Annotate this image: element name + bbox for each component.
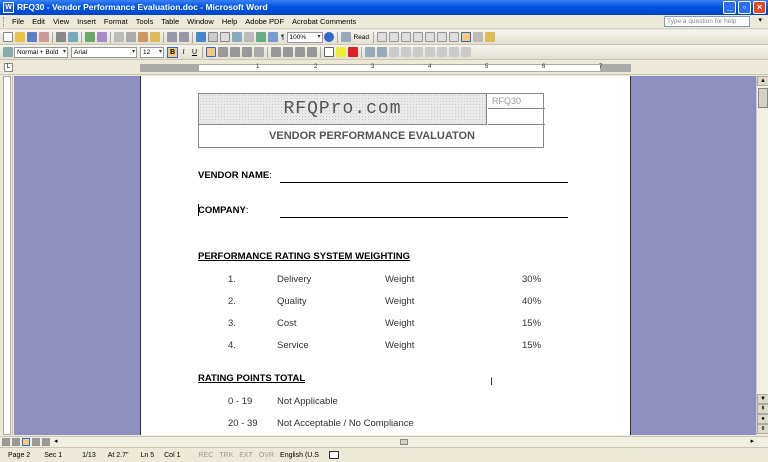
menu-adobe-pdf[interactable]: Adobe PDF [245, 16, 285, 26]
reset-fields-icon[interactable] [461, 32, 471, 42]
align-right-icon[interactable] [230, 47, 240, 57]
reading-layout-icon[interactable] [42, 438, 50, 446]
reviewing-pane-icon[interactable] [449, 47, 459, 57]
company-label: COMPANY: [198, 205, 249, 216]
menu-file[interactable]: File [12, 16, 25, 26]
scroll-up-button[interactable]: ▲ [757, 76, 768, 86]
menu-grip[interactable] [3, 17, 6, 27]
ruler-left-margin [141, 65, 199, 71]
menu-table[interactable]: Table [161, 16, 180, 26]
document-map-icon[interactable] [268, 32, 278, 42]
font-color-icon[interactable] [348, 47, 358, 57]
company-line[interactable] [280, 217, 568, 218]
toolbar-separator [361, 47, 362, 58]
vertical-ruler-strip [3, 76, 11, 435]
checkbox-field-icon[interactable] [389, 32, 399, 42]
minimize-button[interactable]: _ [723, 1, 736, 14]
align-center-icon[interactable] [218, 47, 228, 57]
field-shading-icon[interactable] [449, 32, 459, 42]
font-size-select[interactable]: 12 ▾ [140, 47, 164, 58]
protect-form-icon[interactable] [485, 32, 495, 42]
tab-selector[interactable]: L [4, 63, 13, 72]
points-range: 20 - 39 [228, 418, 258, 429]
reject-change-icon[interactable] [425, 47, 435, 57]
ruler-number: 6 [542, 64, 546, 70]
weighting-number: 2. [228, 296, 236, 307]
header-logo: RFQPro.com [199, 94, 487, 125]
horizontal-scroll-thumb[interactable] [400, 439, 408, 445]
decrease-indent-icon[interactable] [295, 47, 305, 57]
cut-icon[interactable] [114, 32, 124, 42]
accept-change-icon[interactable] [413, 47, 423, 57]
status-bar [0, 447, 768, 462]
points-description: Not Acceptable / No Compliance [277, 418, 414, 429]
insert-frame-icon[interactable] [437, 32, 447, 42]
standard-toolbar [0, 30, 768, 45]
scroll-left-button[interactable]: ◂ [54, 438, 58, 445]
scroll-down-button[interactable]: ▼ [757, 394, 768, 404]
weighting-percent: 15% [522, 340, 542, 351]
close-button[interactable]: × [753, 1, 766, 14]
undo-icon[interactable] [167, 32, 177, 42]
points-description: Not Applicable [277, 396, 338, 407]
line-spacing-icon[interactable] [254, 47, 264, 57]
weighting-category: Delivery [277, 274, 312, 285]
drawing-icon[interactable] [256, 32, 266, 42]
mouse-ibeam-cursor: I [490, 376, 494, 388]
zoom-select[interactable]: 100% ▾ [287, 32, 323, 43]
weighting-category: Service [277, 340, 309, 351]
menu-insert[interactable]: Insert [77, 16, 96, 26]
weighting-number: 1. [228, 274, 236, 285]
next-change-icon[interactable] [401, 47, 411, 57]
weighting-number: 3. [228, 318, 236, 329]
field-options-icon[interactable] [413, 32, 423, 42]
toolbar-separator [110, 32, 111, 43]
header-title: VENDOR PERFORMANCE EVALUATON [269, 130, 475, 142]
status-trk[interactable]: TRK [219, 451, 234, 459]
ruler-number: 7 [599, 64, 603, 70]
print-icon[interactable] [56, 32, 66, 42]
bold-button[interactable]: B [167, 47, 178, 58]
menu-view[interactable]: View [53, 16, 70, 26]
weighting-percent: 30% [522, 274, 542, 285]
insert-table-icon[interactable] [220, 32, 230, 42]
show-hide-icon[interactable]: ¶ [281, 33, 285, 41]
ruler-number: 2 [314, 64, 318, 70]
help-dropdown-icon[interactable]: ▾ [758, 17, 762, 24]
weighting-percent: 15% [522, 318, 542, 329]
dropdown-field-icon[interactable] [401, 32, 411, 42]
print-preview-icon[interactable] [68, 32, 78, 42]
toolbar-separator [320, 47, 321, 58]
toolbar-separator [337, 32, 338, 43]
read-icon[interactable] [341, 32, 351, 42]
columns-icon[interactable] [244, 32, 254, 42]
borders-icon[interactable] [324, 47, 334, 57]
next-page-button[interactable]: ⇟ [757, 424, 768, 434]
toolbar-separator [52, 32, 53, 43]
previous-change-icon[interactable] [389, 47, 399, 57]
print-layout-icon[interactable] [22, 438, 30, 446]
align-left-icon[interactable] [206, 47, 216, 57]
arrow-icon[interactable] [461, 47, 471, 57]
maximize-button[interactable]: ▫ [738, 1, 751, 14]
open-folder-icon[interactable] [15, 32, 25, 42]
draw-table-icon[interactable] [425, 32, 435, 42]
hyperlink-icon[interactable] [196, 32, 206, 42]
weighting-type: Weight [385, 274, 415, 285]
horizontal-ruler[interactable] [0, 61, 768, 75]
vendor-name-line[interactable] [280, 182, 568, 183]
normal-view-icon[interactable] [2, 438, 10, 446]
redo-icon[interactable] [179, 32, 189, 42]
underline-button[interactable]: U [191, 48, 198, 56]
status-ext[interactable]: EXT [239, 451, 253, 459]
status-column: Col 1 [164, 451, 181, 459]
header-code: RFQ30 [488, 94, 545, 109]
weighting-type: Weight [385, 318, 415, 329]
header-code-empty-cell [488, 109, 545, 125]
justify-icon[interactable] [242, 47, 252, 57]
pencil-icon[interactable] [473, 32, 483, 42]
ruler-strip[interactable] [140, 64, 631, 72]
menu-edit[interactable]: Edit [32, 16, 46, 26]
menu-format[interactable]: Format [103, 16, 128, 26]
insert-comment-icon[interactable] [437, 47, 447, 57]
document-area[interactable] [14, 76, 756, 435]
web-layout-icon[interactable] [12, 438, 20, 446]
status-section: Sec 1 [44, 451, 63, 459]
highlight-icon[interactable] [336, 47, 346, 57]
spelling-icon[interactable] [85, 32, 95, 42]
document-page[interactable] [140, 76, 631, 435]
vertical-scroll-thumb[interactable] [758, 88, 768, 108]
track-changes-icon[interactable] [377, 47, 387, 57]
menu-window[interactable]: Window [187, 16, 214, 26]
ruler-number: 1 [256, 64, 260, 70]
toolbar-separator [81, 32, 82, 43]
vertical-ruler[interactable] [0, 76, 13, 435]
toolbar-separator [202, 47, 203, 58]
scroll-right-button[interactable]: ▸ [750, 438, 754, 445]
help-icon[interactable] [324, 32, 334, 42]
status-rec[interactable]: REC [198, 451, 214, 459]
weighting-category: Quality [277, 296, 307, 307]
header-table [198, 93, 544, 148]
new-document-icon[interactable] [3, 32, 13, 42]
toolbar-separator [267, 47, 268, 58]
ruler-number: 5 [485, 64, 489, 70]
tables-borders-icon[interactable] [208, 32, 218, 42]
select-browse-object-button[interactable]: ● [757, 414, 768, 424]
help-search-input[interactable]: Type a question for help [664, 16, 750, 27]
ruler-number: 4 [428, 64, 432, 70]
weighting-percent: 40% [522, 296, 542, 307]
save-icon[interactable] [27, 32, 37, 42]
formatting-toolbar [0, 45, 768, 60]
status-page: Page 2 [8, 451, 31, 459]
toolbar-separator [373, 32, 374, 43]
menu-acrobat-comments[interactable]: Acrobat Comments [292, 16, 357, 26]
increase-indent-icon[interactable] [307, 47, 317, 57]
rating-points-heading: RATING POINTS TOTAL [198, 373, 306, 384]
permission-icon[interactable] [39, 32, 49, 42]
format-painter-icon[interactable] [150, 32, 160, 42]
vendor-name-label: VENDOR NAME: [198, 170, 272, 181]
read-button[interactable]: Read [353, 33, 370, 41]
weighting-number: 4. [228, 340, 236, 351]
weighting-heading: PERFORMANCE RATING SYSTEM WEIGHTING [198, 251, 410, 262]
font-select[interactable]: Arial ▾ [71, 47, 137, 58]
menu-bar [0, 15, 768, 29]
vertical-scrollbar[interactable] [756, 76, 768, 435]
status-language: English (U.S [280, 451, 319, 459]
toolbar-separator [163, 32, 164, 43]
weighting-type: Weight [385, 340, 415, 351]
horizontal-scrollbar[interactable] [0, 436, 768, 447]
field-icon[interactable] [377, 32, 387, 42]
previous-page-button[interactable]: ⇞ [757, 404, 768, 414]
window-title: RFQ30 - Vendor Performance Evaluation.doc - Microsoft Word [17, 2, 268, 12]
status-ovr[interactable]: OVR [258, 451, 275, 459]
ruler-number: 3 [371, 64, 375, 70]
spelling-status-icon[interactable] [329, 451, 339, 459]
styles-icon[interactable] [3, 47, 13, 57]
numbering-icon[interactable] [271, 47, 281, 57]
weighting-category: Cost [277, 318, 297, 329]
menu-help[interactable]: Help [221, 16, 238, 26]
paste-icon[interactable] [138, 32, 148, 42]
title-bar [0, 0, 768, 15]
toolbar-separator [192, 32, 193, 43]
menu-tools[interactable]: Tools [135, 16, 154, 26]
status-page-count: 1/13 [82, 451, 96, 459]
points-range: 0 - 19 [228, 396, 253, 407]
research-icon[interactable] [97, 32, 107, 42]
style-select[interactable]: Normal + Bold ▾ [14, 47, 68, 58]
copy-icon[interactable] [126, 32, 136, 42]
weighting-type: Weight [385, 296, 415, 307]
status-line: Ln 5 [140, 451, 155, 459]
outline-view-icon[interactable] [32, 438, 40, 446]
status-at: At 2.7" [107, 451, 129, 459]
bullets-icon[interactable] [283, 47, 293, 57]
word-app-icon[interactable]: W [3, 2, 14, 13]
insert-excel-icon[interactable] [232, 32, 242, 42]
review-icon[interactable] [365, 47, 375, 57]
ruler-right-margin [600, 65, 630, 71]
italic-button[interactable]: I [182, 48, 185, 56]
